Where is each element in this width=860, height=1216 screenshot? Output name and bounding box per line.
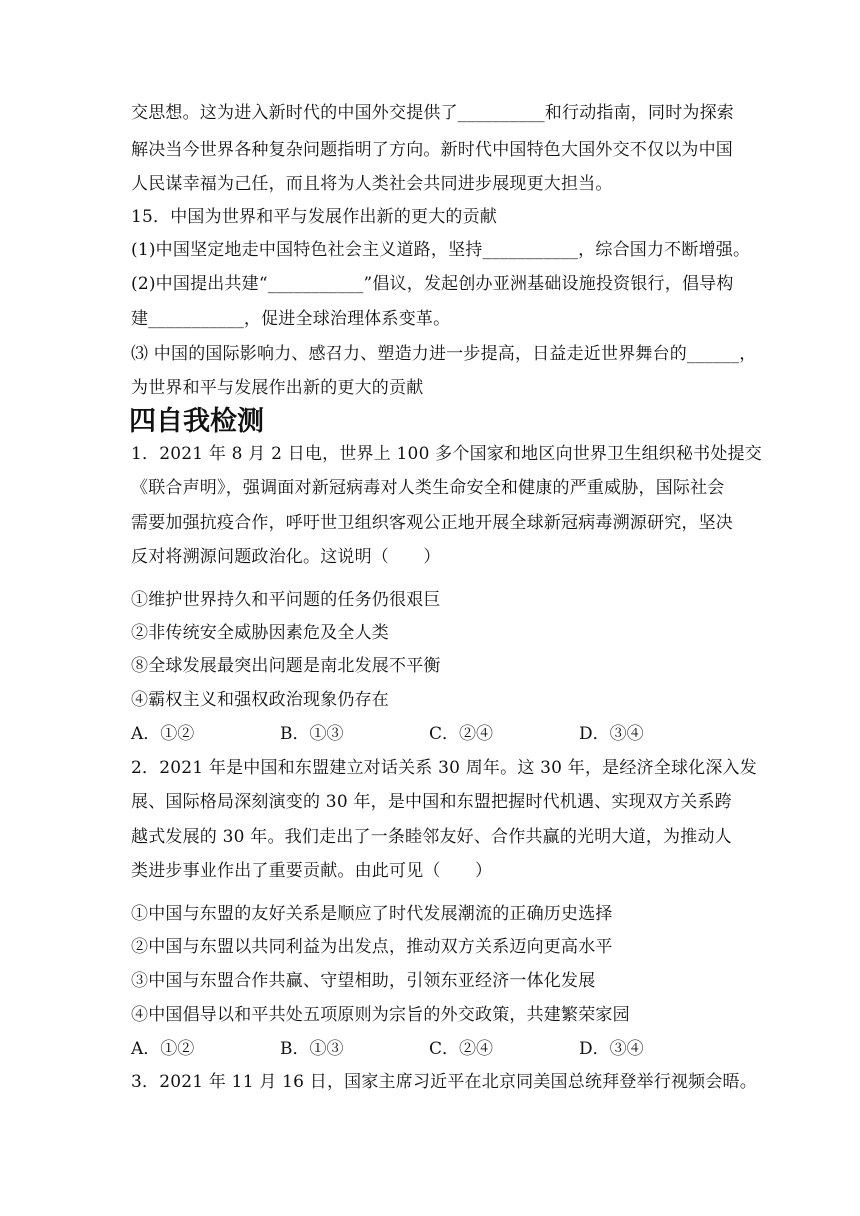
- item-15-line: (1)中国坚定地走中国特色社会主义道路，坚持___________，综合国力不断增强。: [131, 240, 751, 260]
- question-1-statement: ②非传统安全威胁因素危及全人类: [131, 623, 389, 643]
- question-2-statement: ④中国倡导以和平共处五项原则为宗旨的外交政策，共建繁荣家园: [131, 1005, 630, 1025]
- question-1-stem: 1．2021 年 8 月 2 日电，世界上 100 多个国家和地区向世界卫生组织秘书处提交: [131, 444, 762, 464]
- question-2-stem: 2．2021 年是中国和东盟建立对话关系 30 周年。这 30 年，是经济全球化深入发: [131, 758, 757, 778]
- option-c: C．②④: [429, 724, 494, 744]
- option-c: C．②④: [429, 1039, 494, 1059]
- question-1-statement: ④霸权主义和强权政治现象仍存在: [131, 690, 389, 710]
- question-1-statement: ⑧全球发展最突出问题是南北发展不平衡: [131, 656, 441, 676]
- question-2-stem: 类进步事业作出了重要贡献。由此可见（ ）: [131, 861, 493, 881]
- question-2-stem: 展、国际格局深刻演变的 30 年，是中国和东盟把握时代机遇、实现双方关系跨: [131, 792, 732, 812]
- option-d: D．③④: [579, 724, 644, 744]
- item-15-line: ⑶ 中国的国际影响力、感召力、塑造力进一步提高，日益走近世界舞台的______，: [131, 344, 757, 364]
- item-15-line: (2)中国提出共建“___________”倡议，发起创办亚洲基础设施投资银行，倡导构: [131, 274, 734, 294]
- intro-line: 交思想。这为进入新时代的中国外交提供了__________和行动指南，同时为探索: [131, 103, 734, 123]
- question-2-stem: 越式发展的 30 年。我们走出了一条睦邻友好、合作共赢的光明大道，为推动人: [131, 827, 732, 847]
- question-2-statement: ①中国与东盟的友好关系是顺应了时代发展潮流的正确历史选择: [131, 904, 613, 924]
- item-15-line: 建___________，促进全球治理体系变革。: [131, 309, 451, 329]
- intro-line: 人民谋幸福为己任，而且将为人类社会共同进步展现更大担当。: [131, 174, 613, 194]
- question-1-options: [131, 722, 691, 746]
- option-d: D．③④: [579, 1039, 644, 1059]
- question-1-stem: 反对将溯源问题政治化。这说明（ ）: [131, 547, 441, 567]
- section-heading: 四自我检测: [129, 406, 264, 437]
- question-2-options: [131, 1037, 691, 1061]
- question-2-statement: ③中国与东盟合作共赢、守望相助，引领东亚经济一体化发展: [131, 971, 596, 991]
- option-a: A．①②: [131, 724, 195, 744]
- item-15-title: 15．中国为世界和平与发展作出新的更大的贡献: [131, 207, 498, 227]
- question-3-stem: 3．2021 年 11 月 16 日，国家主席习近平在北京同美国总统拜登举行视频会晤。: [131, 1072, 757, 1092]
- intro-line: 解决当今世界各种复杂问题指明了方向。新时代中国特色大国外交不仅以为中国: [131, 140, 733, 160]
- option-b: B．①③: [280, 724, 344, 744]
- question-1-stem: 需要加强抗疫合作，呼吁世卫组织客观公正地开展全球新冠病毒溯源研究，坚决: [131, 513, 733, 533]
- option-a: A．①②: [131, 1039, 195, 1059]
- question-2-statement: ②中国与东盟以共同利益为出发点，推动双方关系迈向更高水平: [131, 937, 613, 957]
- option-b: B．①③: [280, 1039, 344, 1059]
- question-1-stem: 《联合声明》，强调面对新冠病毒对人类生命安全和健康的严重威胁，国际社会: [131, 478, 725, 498]
- question-1-statement: ①维护世界持久和平问题的任务仍很艰巨: [131, 590, 441, 610]
- item-15-line: 为世界和平与发展作出新的更大的贡献: [131, 378, 424, 398]
